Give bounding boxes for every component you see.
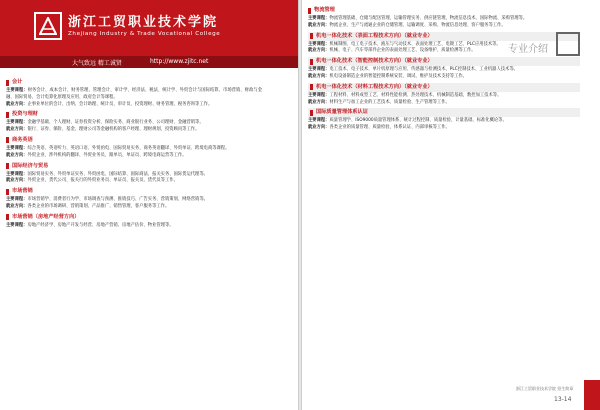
program-heading bbox=[308, 57, 580, 66]
paragraph-label: 主要课程： bbox=[308, 41, 330, 47]
heading-marker-icon bbox=[310, 33, 313, 39]
program-paragraph bbox=[308, 125, 580, 132]
left-column bbox=[6, 76, 262, 231]
paragraph-label: 就业方向： bbox=[6, 178, 28, 184]
paragraph-label: 就业方向： bbox=[6, 101, 28, 107]
program-section bbox=[6, 136, 262, 160]
heading-marker-icon bbox=[6, 80, 9, 86]
corner-logo-icon bbox=[556, 32, 580, 56]
program-paragraph bbox=[308, 23, 580, 30]
program-paragraph bbox=[6, 146, 262, 153]
heading-marker-icon bbox=[310, 84, 313, 90]
paragraph-text: 房地产经济学、房地产开发与经营、房地产营销、房地产估价、物业管理等。 bbox=[27, 222, 174, 228]
program-heading bbox=[6, 213, 262, 222]
paragraph-text: 外贸企业、涉外机构的翻译、外贸业务员、跟单员、单证员、跨境电商运营等工作。 bbox=[27, 152, 187, 158]
program-paragraph bbox=[6, 102, 262, 109]
paragraph-label: 就业方向： bbox=[6, 127, 28, 133]
motto: 大气致远 精工诚贤 bbox=[72, 60, 122, 67]
program-section bbox=[6, 162, 262, 186]
paragraph-label: 就业方向： bbox=[308, 48, 330, 54]
program-heading bbox=[6, 162, 262, 171]
program-paragraph bbox=[308, 16, 580, 23]
page-accent-bar bbox=[584, 380, 600, 410]
program-section bbox=[6, 110, 262, 134]
program-heading bbox=[6, 110, 262, 119]
paragraph-label: 就业方向： bbox=[6, 152, 28, 158]
program-title: 投资与理财 bbox=[12, 111, 38, 118]
paragraph-text: 综合英语、英语听力、英语口语、外贸函电、国际贸易实务、商务英语翻译、外贸单证、跨境电商等课程。 bbox=[27, 145, 230, 151]
paragraph-text: 工程材料、材料成型工艺、材料性能检测、热处理技术、机械制造基础、数控加工技术等。 bbox=[329, 92, 502, 98]
program-paragraph bbox=[6, 223, 262, 230]
program-section bbox=[308, 108, 580, 132]
left-page bbox=[0, 0, 298, 410]
program-paragraph bbox=[308, 74, 580, 81]
paragraph-text: 机电设备制造企业的智能控制系统安装、调试、维护及技术支持等工作。 bbox=[329, 73, 467, 79]
paragraph-label: 主要课程： bbox=[6, 171, 28, 177]
program-paragraph bbox=[308, 93, 580, 100]
program-title: 会计 bbox=[12, 79, 23, 86]
paragraph-text: 机械制图、电工电子技术、液压与气动技术、表面处理工艺、电镀工艺、PLC应用技术等。 bbox=[329, 41, 501, 47]
page-number: 13-14 bbox=[554, 396, 572, 403]
school-logo bbox=[34, 12, 62, 40]
paragraph-label: 主要课程： bbox=[6, 197, 28, 203]
paragraph-text: 机械、电子、汽车零部件企业的表面处理工艺、设备维护、质量检测等工作。 bbox=[329, 48, 476, 54]
program-heading bbox=[308, 108, 580, 117]
program-paragraph bbox=[6, 178, 262, 185]
paragraph-label: 就业方向： bbox=[6, 203, 28, 209]
paragraph-text: 外贸企业、货代公司、报关行的外贸业务员、单证员、报关员、货代员等工作。 bbox=[27, 178, 178, 184]
paragraph-text: 市场营销学、消费者行为学、市场调查与预测、推销技巧、广告实务、营销策划、网络营销等。 bbox=[27, 197, 208, 203]
paragraph-label: 主要课程： bbox=[6, 222, 28, 228]
paragraph-label: 就业方向： bbox=[308, 22, 330, 28]
program-heading bbox=[308, 83, 580, 92]
school-name-en: Zhejiang Industry & Trade Vocational College bbox=[68, 31, 221, 37]
header-banner bbox=[0, 0, 298, 56]
program-paragraph bbox=[308, 67, 580, 74]
program-title: 市场营销（房地产经营方向） bbox=[12, 213, 80, 220]
paragraph-label: 主要课程： bbox=[6, 88, 28, 93]
program-title: 机电一体化技术（智能控制技术方向）（就业专业） bbox=[316, 58, 433, 65]
heading-marker-icon bbox=[310, 59, 313, 65]
paragraph-label: 主要课程： bbox=[6, 145, 28, 151]
motto-bar bbox=[0, 56, 298, 68]
right-page bbox=[302, 0, 600, 410]
right-column bbox=[308, 4, 580, 133]
program-section bbox=[6, 78, 262, 108]
program-section bbox=[308, 83, 580, 107]
school-url[interactable]: http://www.zjitc.net bbox=[150, 58, 209, 65]
program-title: 商务英语 bbox=[12, 137, 33, 144]
paragraph-text: 各类企业的市场调研、营销策划、产品推广、销售管理、客户服务等工作。 bbox=[27, 203, 170, 209]
paragraph-text: 材料生产与加工企业的工艺技术、质量检验、生产管理等工作。 bbox=[329, 99, 450, 105]
heading-marker-icon bbox=[308, 8, 311, 14]
paragraph-text: 各类企业的质量管理、质量检验、体系认证、内部审核等工作。 bbox=[329, 125, 450, 131]
program-heading bbox=[6, 187, 262, 196]
paragraph-label: 主要课程： bbox=[308, 16, 330, 21]
paragraph-label: 主要课程： bbox=[308, 67, 330, 73]
program-paragraph bbox=[6, 153, 262, 160]
program-heading bbox=[6, 136, 262, 145]
heading-marker-icon bbox=[6, 163, 9, 169]
program-heading bbox=[308, 6, 580, 15]
paragraph-text: 物流管理基础、仓储与配送管理、运输管理实务、供应链管理、物流信息技术、国际物流、采购管理等。 bbox=[329, 16, 528, 21]
program-title: 机电一体化技术（材料工程技术方向）（就业专业） bbox=[316, 83, 433, 90]
paragraph-text: 物流企业、生产与流通企业的仓储管理、运输调度、采购、物流信息处理、客户服务等工作。 bbox=[329, 22, 506, 28]
logo-mark-icon bbox=[39, 17, 57, 35]
program-title: 国际经济与贸易 bbox=[12, 162, 49, 169]
paragraph-label: 主要课程： bbox=[308, 92, 330, 98]
program-paragraph bbox=[308, 100, 580, 107]
program-title: 物流管理 bbox=[314, 7, 335, 14]
heading-marker-icon bbox=[6, 189, 9, 195]
paragraph-text: 企事业单位的会计、出纳、会计助理、统计员、审计员、投资理财、财务管理、税务咨询等工作。 bbox=[27, 101, 213, 107]
heading-marker-icon bbox=[6, 112, 9, 118]
program-paragraph bbox=[6, 204, 262, 211]
paragraph-label: 就业方向： bbox=[308, 125, 330, 131]
heading-marker-icon bbox=[6, 214, 9, 220]
paragraph-label: 就业方向： bbox=[308, 73, 330, 79]
paragraph-label: 主要课程： bbox=[308, 118, 330, 124]
program-heading bbox=[6, 78, 262, 87]
paragraph-text: 财务会计、成本会计、财务管理、管理会计、审计学、经济法、税法、统计学、外贸会计与国际结算、市场营销、财政与金融、国际贸易、会计电算化原理及应用、政府会计等课程。 bbox=[6, 88, 262, 100]
paragraph-label: 就业方向： bbox=[308, 99, 330, 105]
paragraph-label: 主要课程： bbox=[6, 120, 28, 126]
heading-marker-icon bbox=[310, 110, 313, 116]
program-section bbox=[6, 213, 262, 230]
program-paragraph bbox=[6, 127, 262, 134]
paragraph-text: 银行、证券、保险、基金、理财公司等金融机构的客户经理、理财规划、投资顾问等工作。 bbox=[27, 127, 200, 133]
program-title: 国际质量管理体系认证 bbox=[316, 109, 368, 116]
footer-text: 浙江工贸职业技术学院 招生简章 bbox=[516, 386, 574, 391]
program-section bbox=[308, 57, 580, 81]
paragraph-text: 国际贸易实务、外贸单证实务、外贸函电、国际结算、国际商法、报关实务、国际货运代理等。 bbox=[27, 171, 208, 177]
program-section bbox=[308, 6, 580, 30]
paragraph-text: 电工技术、电子技术、单片机原理与应用、传感器与检测技术、PLC控制技术、工业机器人技术等。 bbox=[329, 67, 518, 73]
program-paragraph bbox=[6, 197, 262, 204]
heading-marker-icon bbox=[6, 137, 9, 143]
paragraph-text: 金融学基础、个人理财、证券投资分析、保险实务、商业银行业务、公司理财、金融营销等。 bbox=[27, 120, 204, 126]
program-section bbox=[6, 187, 262, 211]
program-title: 机电一体化技术（表面工程技术方向）（就业专业） bbox=[316, 32, 433, 39]
section-title: 专业介绍 bbox=[508, 44, 548, 55]
school-name-cn: 浙江工贸职业技术学院 bbox=[68, 15, 219, 30]
program-title: 市场营销 bbox=[12, 188, 33, 195]
program-paragraph bbox=[6, 88, 262, 102]
paragraph-text: 质量管理学、ISO9000质量管理体系、统计过程控制、质量检验、计量基础、标准化概论等。 bbox=[329, 118, 507, 124]
